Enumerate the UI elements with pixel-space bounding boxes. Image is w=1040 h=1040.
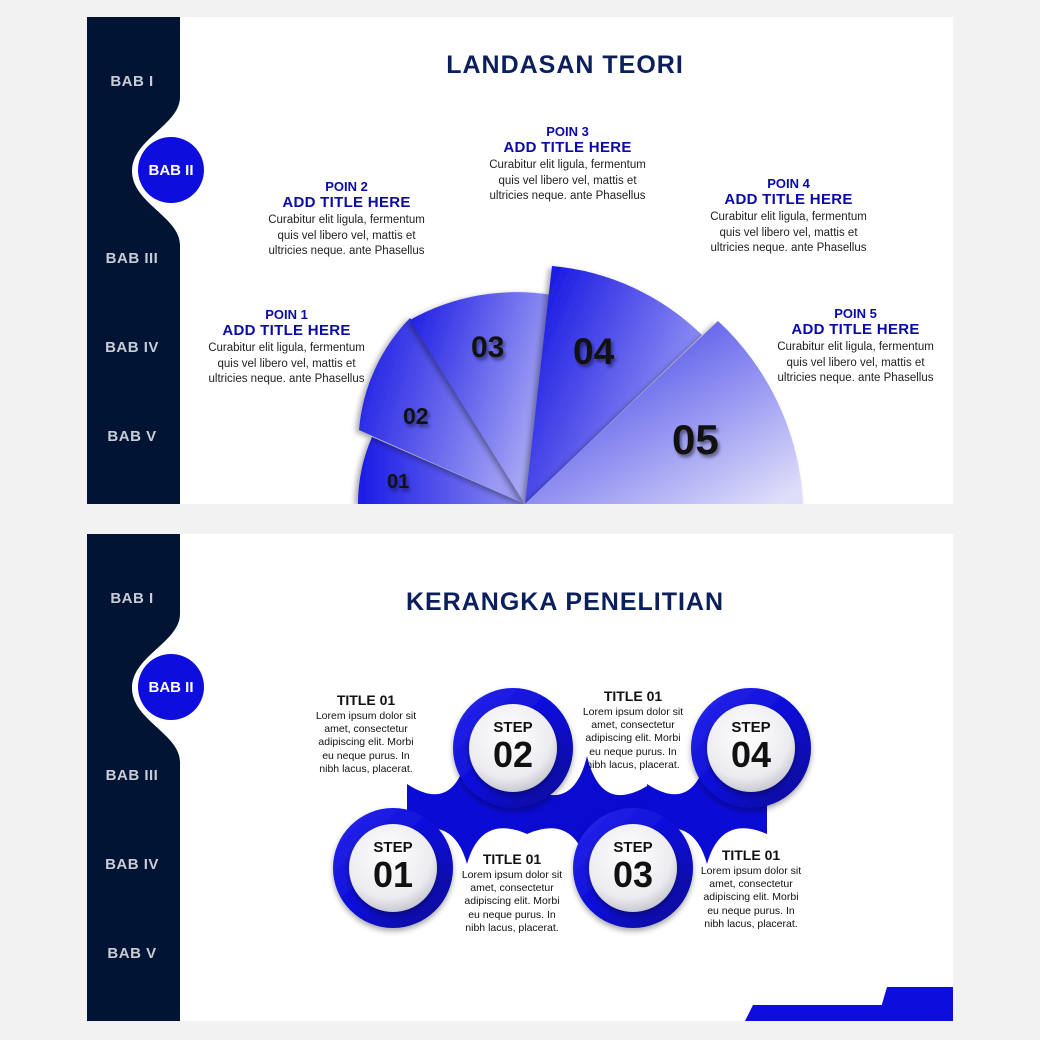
step-text-body: Lorem ipsum dolor sit amet, consectetur adipiscing elit. Morbi eu neque purus. In nibh lacus, placerat. — [315, 710, 417, 775]
segment-label-04: 04 — [573, 331, 615, 372]
nav-bab-3[interactable]: BAB III — [105, 250, 159, 267]
step-label: STEP — [731, 719, 771, 736]
step-number: 03 — [612, 854, 654, 895]
nav-bab-5[interactable]: BAB V — [107, 945, 157, 962]
step-text-title: TITLE 01 — [482, 851, 542, 867]
nav-bab-2-active[interactable]: BAB II — [138, 137, 204, 203]
step-text-title: TITLE 01 — [721, 847, 781, 863]
poin-title: ADD TITLE HERE — [222, 322, 351, 339]
poin-label: POIN 4 — [767, 176, 810, 191]
poin-label: POIN 1 — [265, 307, 308, 322]
step-text-body: Lorem ipsum dolor sit amet, consectetur adipiscing elit. Morbi eu neque purus. In nibh lacus, placerat. — [700, 865, 802, 930]
poin-title: ADD TITLE HERE — [724, 191, 853, 208]
step-number: 01 — [372, 854, 414, 895]
segment-label-05: 05 — [672, 416, 719, 463]
nav-bab-3[interactable]: BAB III — [105, 767, 159, 784]
step-label: STEP — [493, 719, 533, 736]
poin-title: ADD TITLE HERE — [791, 321, 920, 338]
step-number: 02 — [492, 734, 534, 775]
poin-body: Curabitur elit ligula, fermentum quis vel libero vel, mattis et ultricies neque. ante Phasellus — [489, 159, 646, 202]
step-text-body: Lorem ipsum dolor sit amet, consectetur adipiscing elit. Morbi eu neque purus. In nibh lacus, placerat. — [461, 869, 563, 934]
slide-landasan-teori — [87, 17, 953, 504]
poin-label: POIN 5 — [834, 306, 877, 321]
step-text-4 — [692, 847, 810, 931]
step-label: STEP — [373, 839, 413, 856]
slide-kerangka-penelitian — [87, 534, 953, 1021]
step-text-title: TITLE 01 — [603, 688, 663, 704]
step-text-3 — [453, 851, 571, 935]
segment-label-01: 01 — [387, 471, 410, 493]
nav-bab-1[interactable]: BAB I — [110, 73, 154, 90]
step-text-1 — [307, 692, 425, 776]
poin-body: Curabitur elit ligula, fermentum quis vel libero vel, mattis et ultricies neque. ante Phasellus — [777, 341, 934, 384]
poin-body: Curabitur elit ligula, fermentum quis vel libero vel, mattis et ultricies neque. ante Phasellus — [710, 211, 867, 254]
page-title: KERANGKA PENELITIAN — [405, 588, 725, 616]
poin-title: ADD TITLE HERE — [282, 194, 411, 211]
corner-decoration-large — [745, 1005, 933, 1021]
poin-4 — [701, 176, 876, 257]
poin-label: POIN 2 — [325, 179, 368, 194]
nav-bab-4[interactable]: BAB IV — [105, 856, 159, 873]
step-text-title: TITLE 01 — [336, 692, 396, 708]
poin-3 — [480, 124, 655, 205]
segment-label-02: 02 — [403, 403, 429, 429]
nav-bab-2-active[interactable]: BAB II — [138, 654, 204, 720]
poin-body: Curabitur elit ligula, fermentum quis vel libero vel, mattis et ultricies neque. ante Phasellus — [208, 342, 365, 385]
nav-bab-5[interactable]: BAB V — [107, 428, 157, 445]
step-01 — [343, 839, 443, 894]
poin-1 — [199, 307, 374, 388]
step-label: STEP — [613, 839, 653, 856]
step-02 — [463, 719, 563, 774]
segment-label-03: 03 — [471, 331, 505, 364]
poin-title: ADD TITLE HERE — [503, 139, 632, 156]
step-04 — [701, 719, 801, 774]
step-text-body: Lorem ipsum dolor sit amet, consectetur adipiscing elit. Morbi eu neque purus. In nibh lacus, placerat. — [582, 706, 684, 771]
nav-bab-4[interactable]: BAB IV — [105, 339, 159, 356]
poin-label: POIN 3 — [546, 124, 589, 139]
step-03 — [583, 839, 683, 894]
steps-diagram — [87, 534, 953, 1021]
nav-bab-1[interactable]: BAB I — [110, 590, 154, 607]
page-title: LANDASAN TEORI — [446, 51, 684, 79]
poin-body: Curabitur elit ligula, fermentum quis vel libero vel, mattis et ultricies neque. ante Phasellus — [268, 214, 425, 257]
step-text-2 — [574, 688, 692, 772]
fan-diagram — [87, 17, 953, 504]
poin-2 — [259, 179, 434, 260]
step-number: 04 — [730, 734, 772, 775]
poin-5 — [768, 306, 943, 387]
